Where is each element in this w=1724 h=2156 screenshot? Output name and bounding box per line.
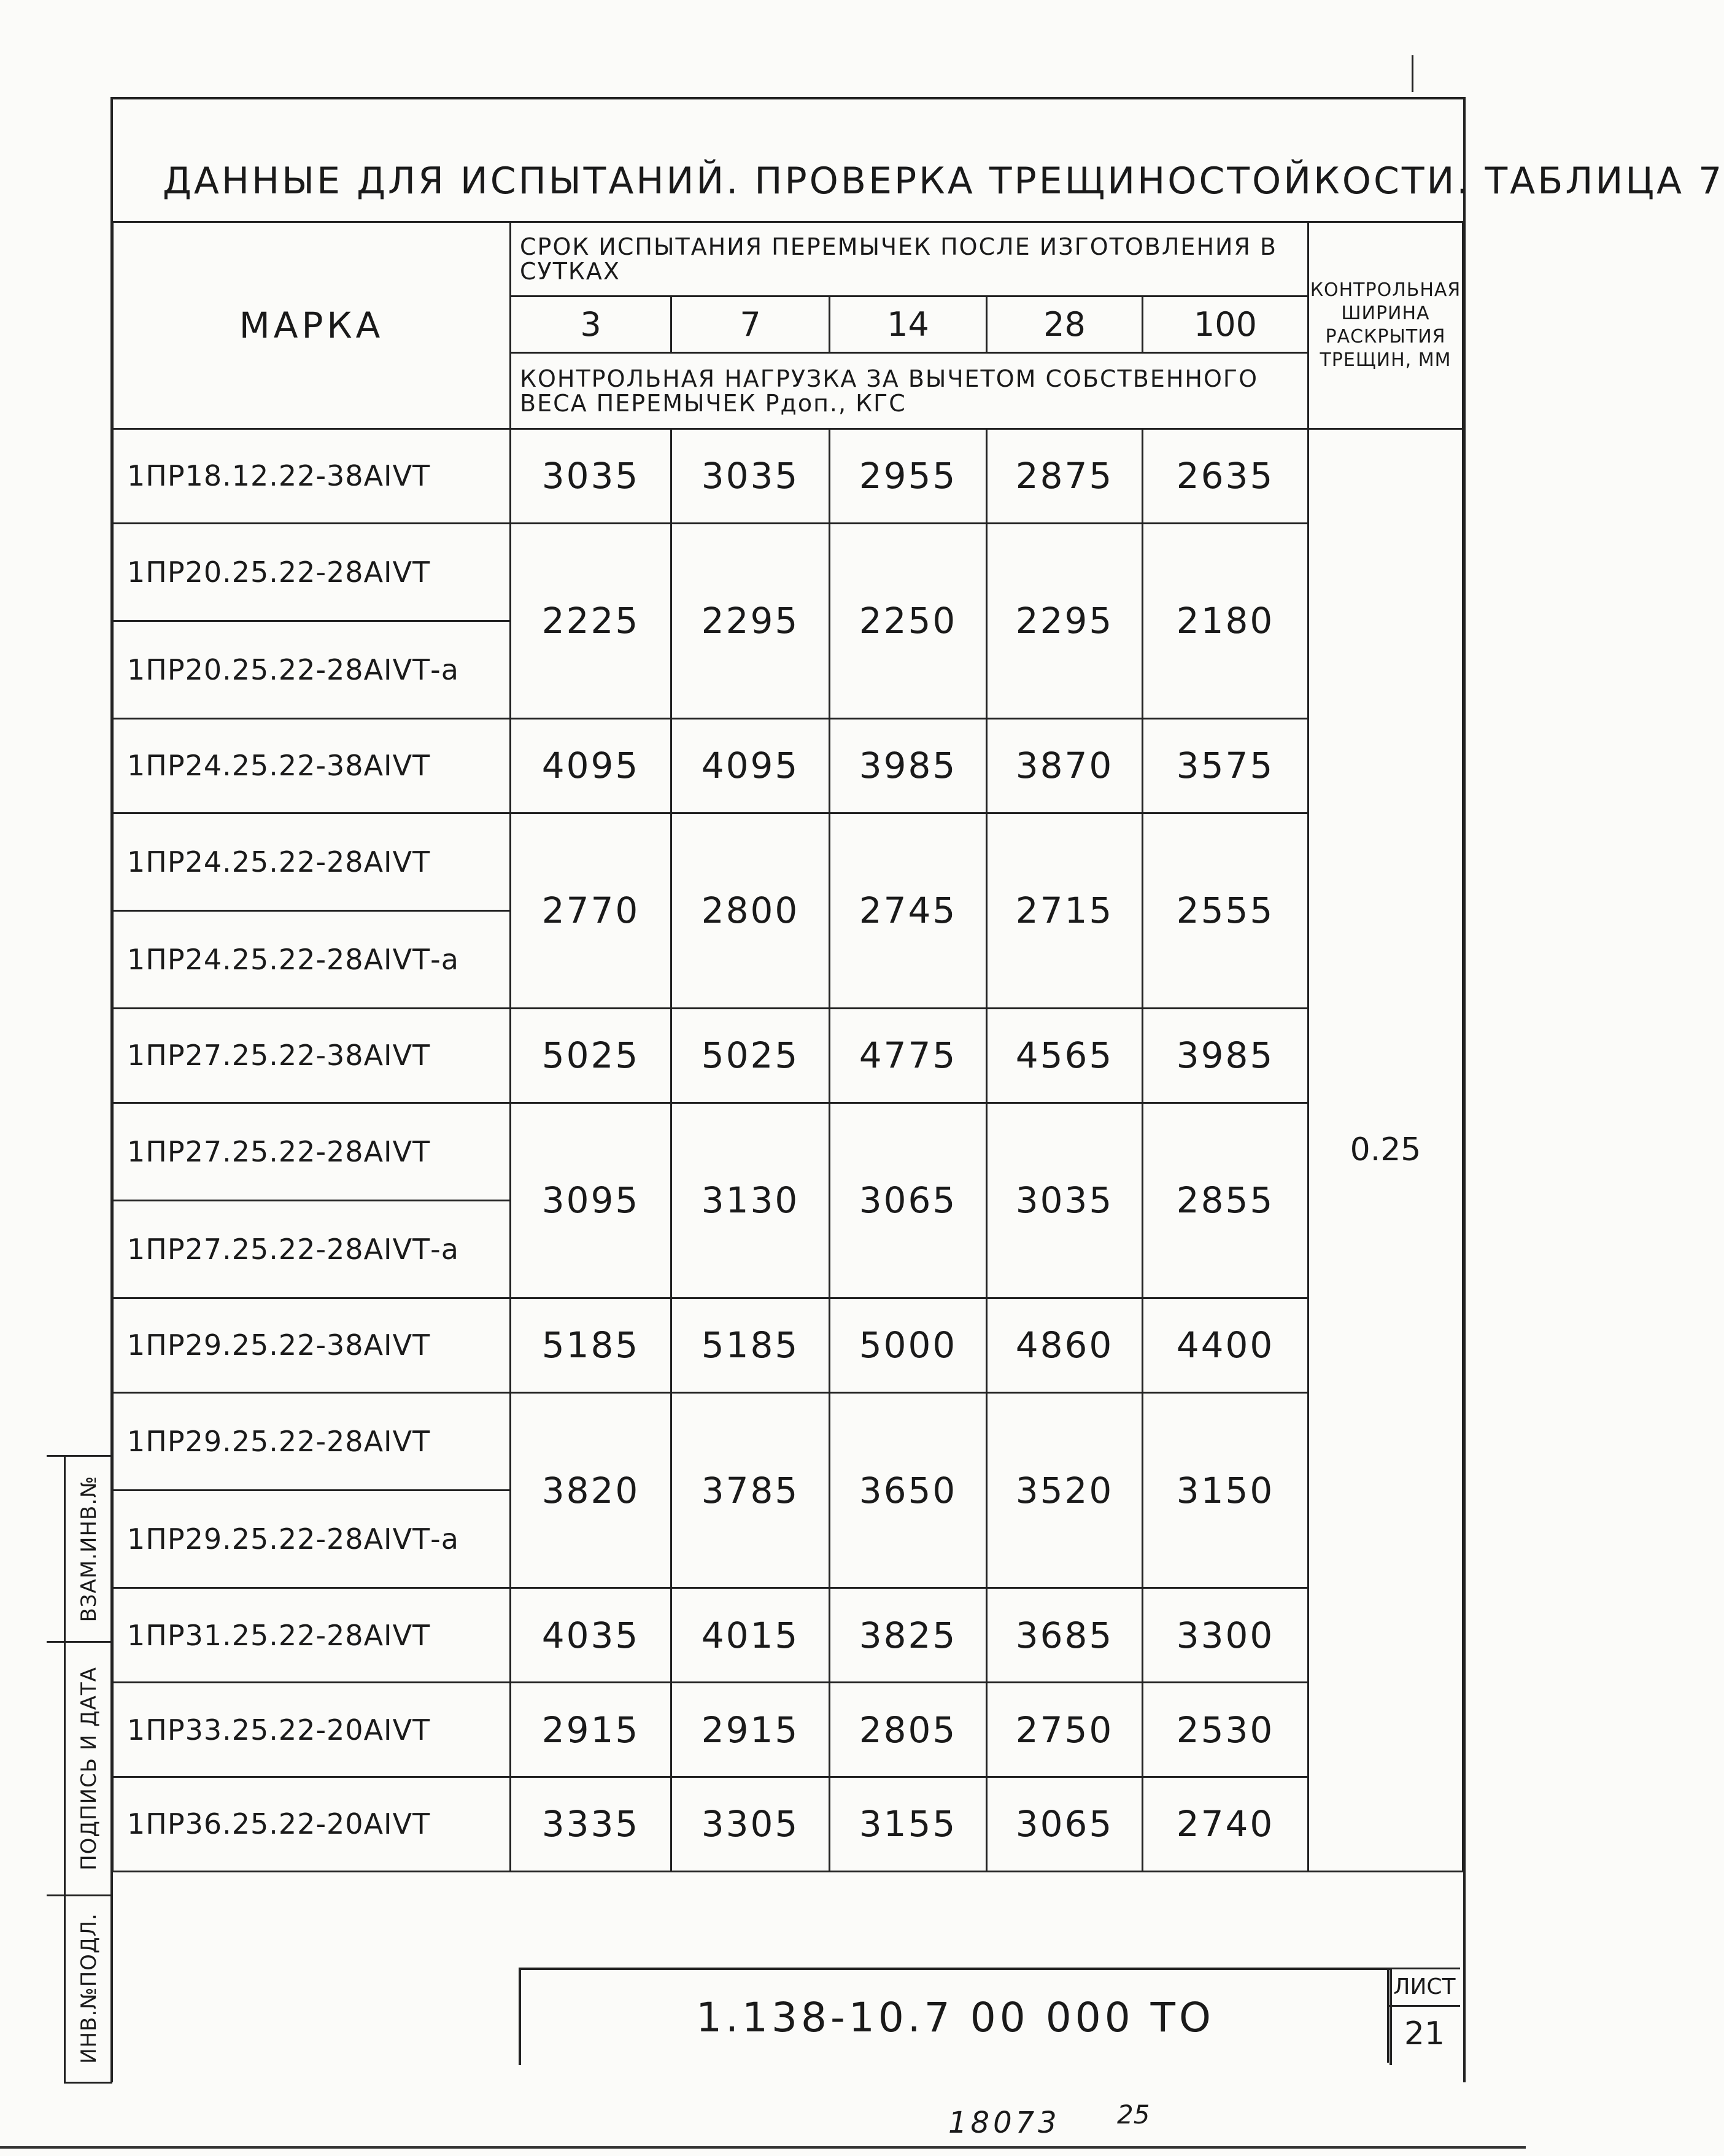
page-title: ДАННЫЕ ДЛЯ ИСПЫТАНИЙ. ПРОВЕРКА ТРЕЩИНОСТОЙКОСТИ. ТАБЛИЦА 7 (163, 160, 1724, 203)
mark-cell: 1ПР20.25.22-28АIVТ (113, 523, 511, 621)
load-value-cell: 2740 (1143, 1777, 1308, 1871)
load-value-cell: 5025 (671, 1008, 830, 1103)
mark-cell: 1ПР27.25.22-38АIVТ (113, 1008, 511, 1103)
load-value-cell: 2750 (987, 1683, 1143, 1777)
header-day: 3 (511, 297, 671, 353)
mark-cell: 1ПР27.25.22-28АIVТ-а (113, 1200, 511, 1298)
load-value-cell: 2180 (1143, 523, 1308, 718)
load-value-cell: 3575 (1143, 718, 1308, 813)
crack-width-cell: 0.25 (1308, 428, 1463, 1871)
table-row (113, 1588, 1463, 1683)
load-value-cell: 2915 (671, 1683, 830, 1777)
load-value-cell: 3335 (511, 1777, 671, 1871)
sidebar-divider (47, 1894, 108, 1896)
load-value-cell: 3685 (987, 1588, 1143, 1683)
mark-cell: 1ПР24.25.22-38АIVТ (113, 718, 511, 813)
table-row (113, 523, 1463, 621)
load-value-cell: 4095 (511, 718, 671, 813)
header-load: КОНТРОЛЬНАЯ НАГРУЗКА ЗА ВЫЧЕТОМ СОБСТВЕННОГО ВЕСА ПЕРЕМЫЧЕК Pдоп., КГС (511, 353, 1308, 428)
sidebar-podpis-data: ПОДПИСЬ И ДАТА (77, 1667, 101, 1871)
footer-sub: 25 (1117, 2100, 1150, 2130)
load-value-cell: 3985 (830, 718, 987, 813)
approval-sidebar (64, 1455, 112, 2084)
load-value-cell: 5185 (671, 1298, 830, 1392)
load-value-cell: 3825 (830, 1588, 987, 1683)
table-row (113, 1683, 1463, 1777)
bottom-border (0, 2146, 1526, 2149)
load-value-cell: 4860 (987, 1298, 1143, 1392)
load-value-cell: 3985 (1143, 1008, 1308, 1103)
load-value-cell: 3520 (987, 1392, 1143, 1588)
table-row (113, 813, 1463, 910)
load-value-cell: 3035 (511, 428, 671, 523)
header-day: 14 (830, 297, 987, 353)
load-value-cell: 2915 (511, 1683, 671, 1777)
load-value-cell: 2805 (830, 1683, 987, 1777)
load-value-cell: 3305 (671, 1777, 830, 1871)
test-data-table (112, 221, 1464, 1872)
mark-cell: 1ПР29.25.22-28АIVТ-а (113, 1491, 511, 1588)
load-value-cell: 2855 (1143, 1103, 1308, 1298)
table-row (113, 1298, 1463, 1392)
mark-cell: 1ПР36.25.22-20АIVТ (113, 1777, 511, 1871)
load-value-cell: 4035 (511, 1588, 671, 1683)
load-value-cell: 2770 (511, 813, 671, 1008)
title-block (519, 1968, 1392, 2065)
load-value-cell: 2530 (1143, 1683, 1308, 1777)
sheet-label: ЛИСТ (1387, 1968, 1460, 2007)
load-value-cell: 2635 (1143, 428, 1308, 523)
mark-cell: 1ПР20.25.22-28АIVТ-а (113, 621, 511, 718)
load-value-cell: 4095 (671, 718, 830, 813)
header-test-period: СРОК ИСПЫТАНИЯ ПЕРЕМЫЧЕК ПОСЛЕ ИЗГОТОВЛЕНИЯ В СУТКАХ (511, 222, 1308, 297)
load-value-cell: 3065 (987, 1777, 1143, 1871)
load-value-cell: 5000 (830, 1298, 987, 1392)
load-value-cell: 3035 (671, 428, 830, 523)
load-value-cell: 3650 (830, 1392, 987, 1588)
load-value-cell: 2295 (987, 523, 1143, 718)
load-value-cell: 2555 (1143, 813, 1308, 1008)
load-value-cell: 4565 (987, 1008, 1143, 1103)
load-value-cell: 4015 (671, 1588, 830, 1683)
sidebar-cell (66, 1896, 112, 2080)
load-value-cell: 3870 (987, 718, 1143, 813)
sidebar-inv-podl: ИНВ.№ПОДЛ. (77, 1913, 101, 2064)
load-value-cell: 5025 (511, 1008, 671, 1103)
header-marka: МАРКА (113, 222, 511, 429)
table-row (113, 428, 1463, 523)
mark-cell: 1ПР24.25.22-28АIVТ (113, 813, 511, 910)
mark-cell: 1ПР31.25.22-28АIVТ (113, 1588, 511, 1683)
mark-cell: 1ПР18.12.22-38АIVТ (113, 428, 511, 523)
load-value-cell: 2955 (830, 428, 987, 523)
header-crack-width: КОНТРОЛЬНАЯ ШИРИНА РАСКРЫТИЯ ТРЕЩИН, ММ (1308, 222, 1463, 429)
sheet-number: 21 (1387, 2005, 1460, 2063)
mark-cell: 1ПР27.25.22-28АIVТ (113, 1103, 511, 1200)
table-row (113, 1777, 1463, 1871)
load-value-cell: 2295 (671, 523, 830, 718)
sidebar-cell (66, 1643, 112, 1896)
header-day: 7 (671, 297, 830, 353)
load-value-cell: 3035 (987, 1103, 1143, 1298)
footer-number: 18073 (948, 2106, 1061, 2140)
table-row (113, 1008, 1463, 1103)
sidebar-vzam-inv: ВЗАМ.ИНВ.№ (77, 1475, 101, 1623)
load-value-cell: 3820 (511, 1392, 671, 1588)
mark-cell: 1ПР29.25.22-28АIVТ (113, 1392, 511, 1490)
load-value-cell: 4775 (830, 1008, 987, 1103)
header-day: 100 (1143, 297, 1308, 353)
load-value-cell: 3130 (671, 1103, 830, 1298)
sidebar-divider (47, 1455, 108, 1457)
load-value-cell: 2875 (987, 428, 1143, 523)
mark-cell: 1ПР24.25.22-28АIVТ-а (113, 910, 511, 1008)
table-row (113, 1103, 1463, 1200)
load-value-cell: 2800 (671, 813, 830, 1008)
load-value-cell: 2745 (830, 813, 987, 1008)
mark-cell: 1ПР33.25.22-20АIVТ (113, 1683, 511, 1777)
sidebar-divider (47, 1641, 108, 1643)
load-value-cell: 3095 (511, 1103, 671, 1298)
table-row (113, 1392, 1463, 1490)
load-value-cell: 3300 (1143, 1588, 1308, 1683)
load-value-cell: 3155 (830, 1777, 987, 1871)
mark-cell: 1ПР29.25.22-38АIVТ (113, 1298, 511, 1392)
load-value-cell: 2250 (830, 523, 987, 718)
load-value-cell: 3785 (671, 1392, 830, 1588)
sheet-box (1387, 1968, 1461, 2063)
load-value-cell: 3150 (1143, 1392, 1308, 1588)
sidebar-cell (66, 1457, 112, 1643)
table-body (113, 428, 1463, 1871)
document-code: 1.138-10.7 00 000 ТО (696, 1994, 1215, 2041)
load-value-cell: 2225 (511, 523, 671, 718)
load-value-cell: 2715 (987, 813, 1143, 1008)
table-row (113, 718, 1463, 813)
header-day: 28 (987, 297, 1143, 353)
load-value-cell: 3065 (830, 1103, 987, 1298)
corner-tick (1412, 55, 1413, 92)
load-value-cell: 4400 (1143, 1298, 1308, 1392)
load-value-cell: 5185 (511, 1298, 671, 1392)
